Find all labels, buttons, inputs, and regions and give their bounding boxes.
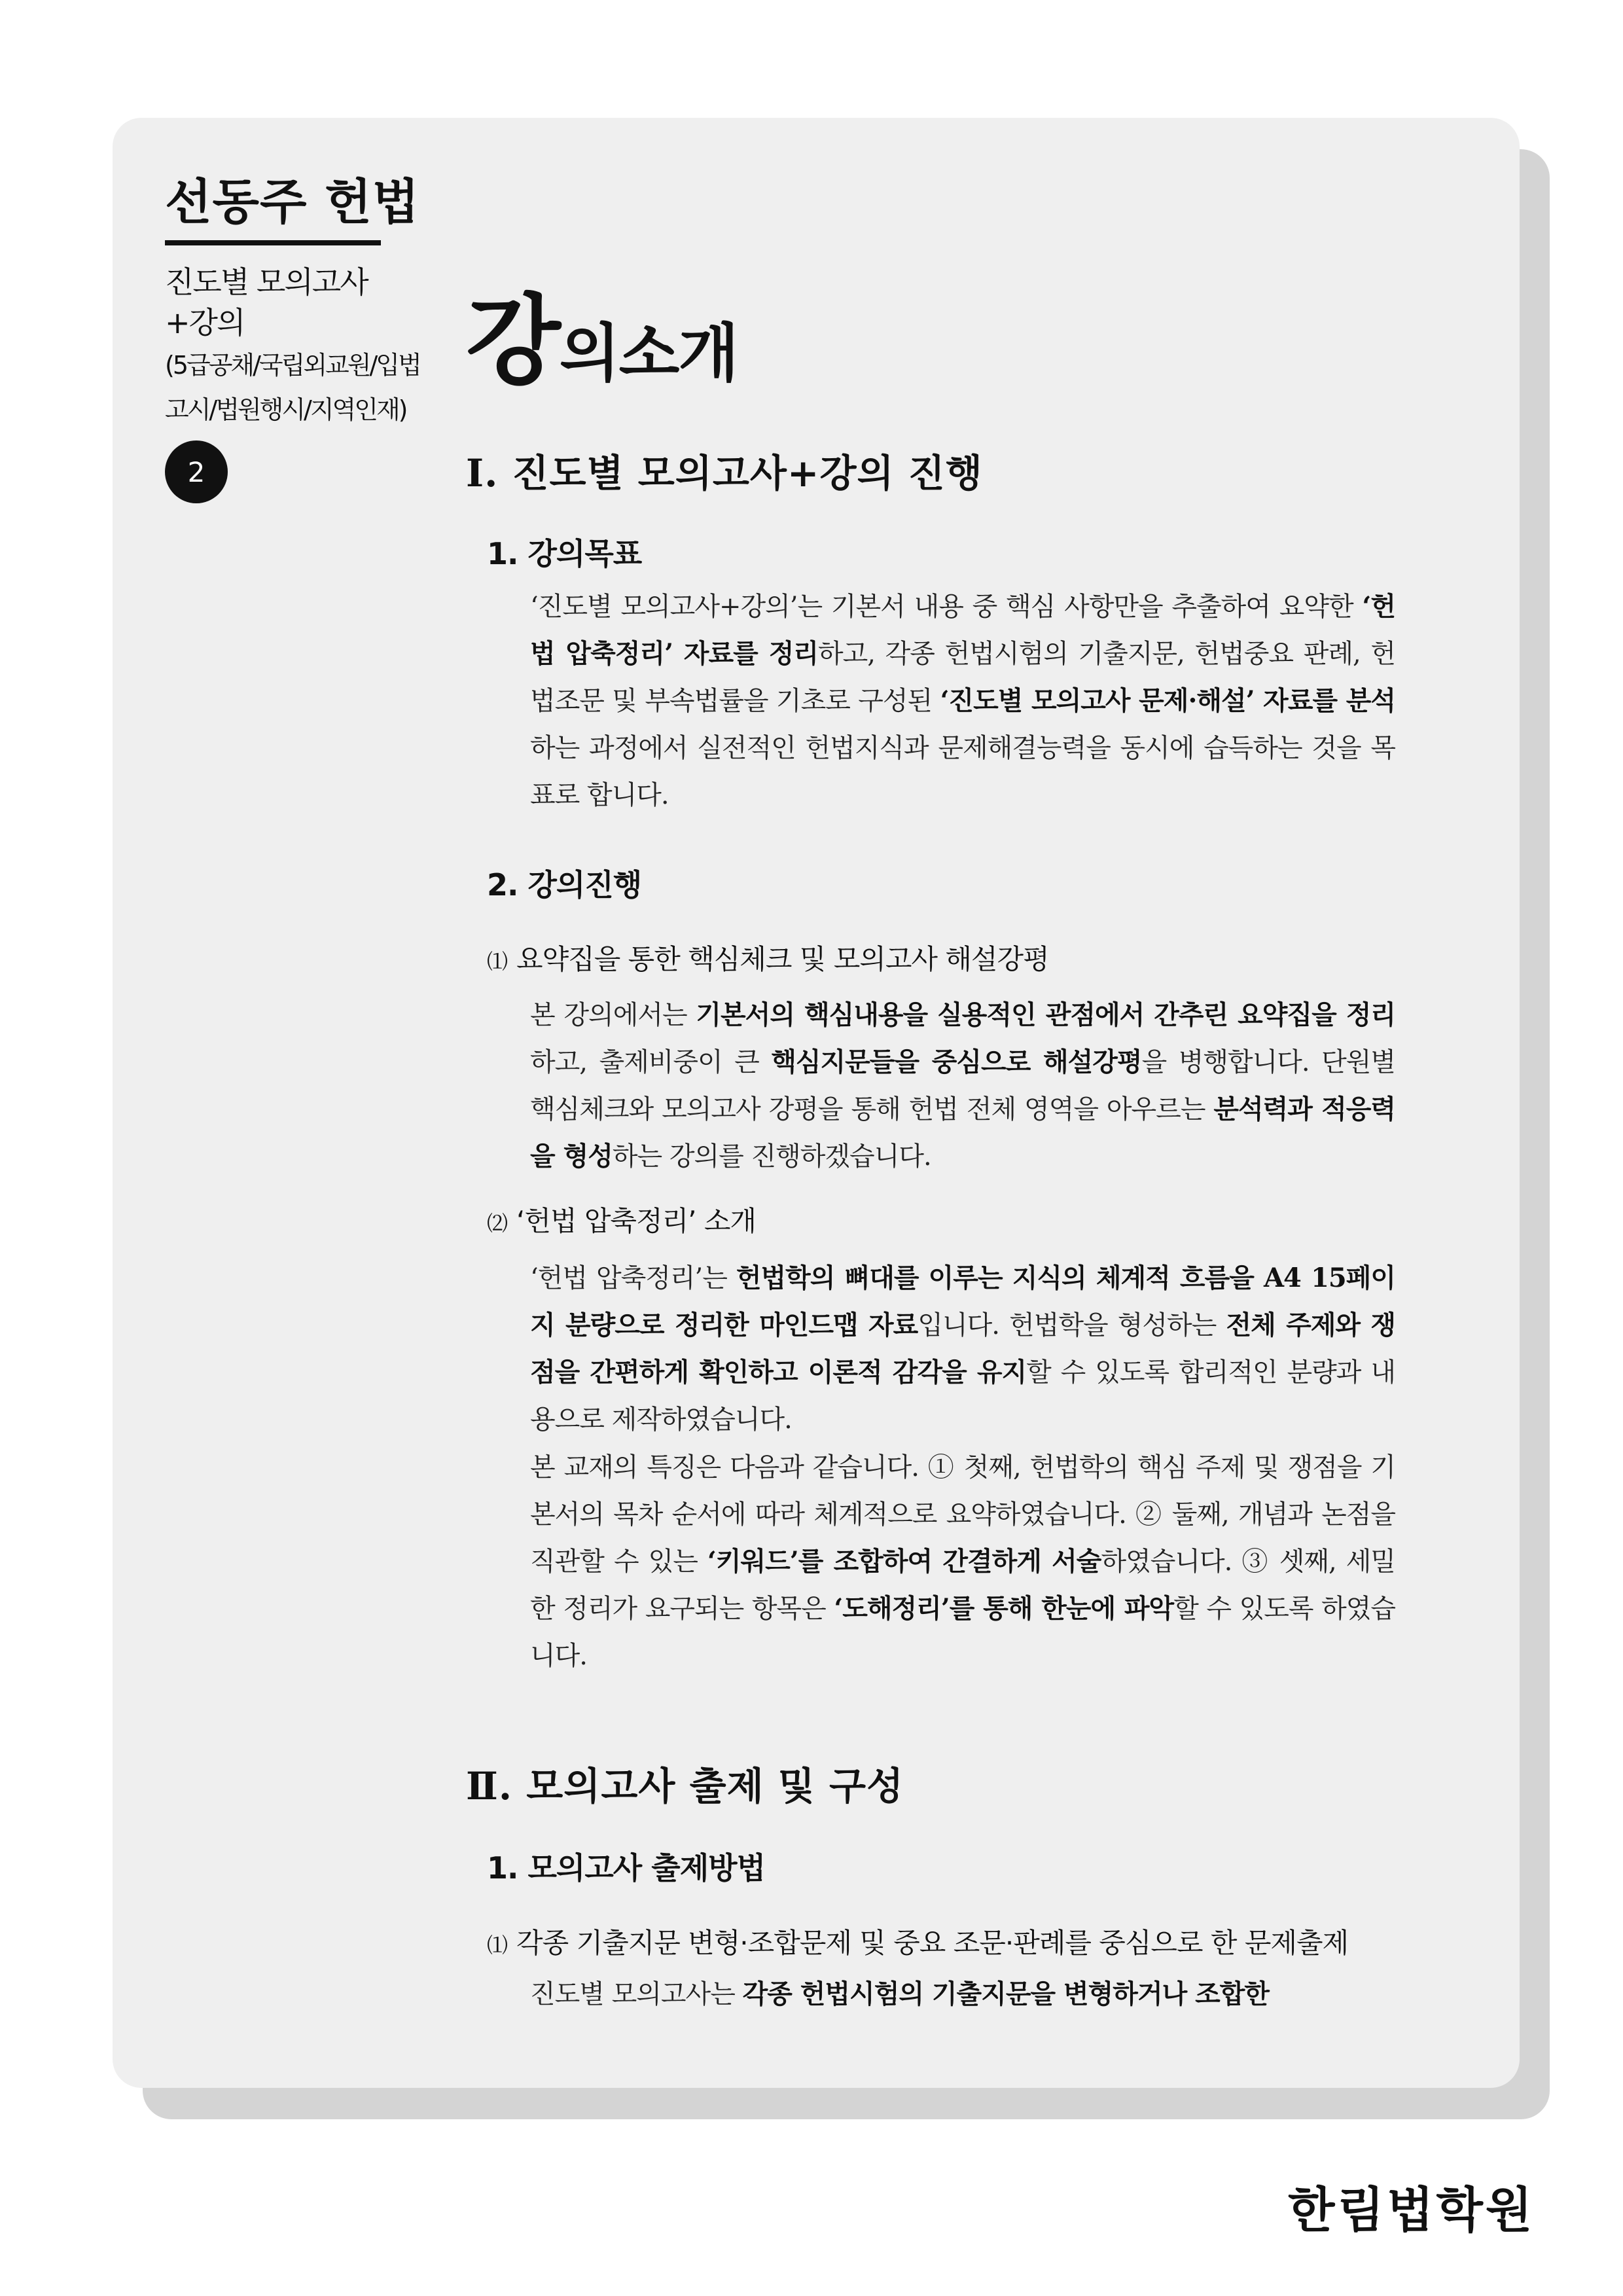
subtitle-line: 진도별 모의고사 xyxy=(165,264,368,300)
page-title-rest: 의소개 xyxy=(559,317,738,390)
subsection-heading: 1. 모의고사 출제방법 xyxy=(487,1850,765,1886)
page-title xyxy=(466,262,738,403)
emphasis-text: 기본서의 핵심내용을 실용적인 관점에서 간추린 요약집을 정리 xyxy=(696,999,1395,1030)
subtitle-line: +강의 xyxy=(165,305,245,340)
body-text: 본 교재의 특징은 다음과 같습니다. ① 첫째, 헌법학의 핵심 주제 및 쟁점을 기본서의 목차 순서에 따라 체계적으로 요약하였습니다. ② 둘째, 개념과 논점을 직관할 수 있는 xyxy=(530,1452,1395,1577)
emphasis-text: 핵심지문들을 중심으로 해설강평 xyxy=(771,1047,1142,1077)
emphasis-text: ‘진도별 모의고사 문제·해설’ 자료를 분석 xyxy=(940,685,1395,716)
body-text: 할 수 있도록 합리적인 분량과 내용으로 제작하였습니다. xyxy=(530,1357,1395,1435)
body-text: ‘헌법 압축정리’는 xyxy=(530,1263,736,1293)
paragraph xyxy=(530,1444,1395,1679)
subtitle-exam-list: (5급공채/국립외교원/입법 xyxy=(165,351,420,380)
academy-logo: 한림법학원 xyxy=(1288,2182,1535,2238)
item-label: 각종 기출지문 변형·조합문제 및 중요 조문·판례를 중심으로 한 문제출제 xyxy=(516,1927,1349,1959)
subsection-heading: 2. 강의진행 xyxy=(487,867,642,903)
item-heading xyxy=(487,1922,1348,1961)
section-heading: Ⅰ. 진도별 모의고사+강의 진행 xyxy=(466,451,983,495)
body-text: 하였습니다. ③ 셋째, 세밀한 정리가 요구되는 항목은 xyxy=(530,1547,1396,1624)
item-heading xyxy=(487,1200,756,1239)
emphasis-text: 분석력과 적응력을 형성 xyxy=(530,1094,1396,1172)
body-text: 하고, 각종 헌법시험의 기출지문, 헌법중요 판례, 헌법조문 및 부속법률을 기초로 구성된 xyxy=(530,639,1396,716)
body-text: 진도별 모의고사는 xyxy=(530,1979,743,2009)
item-number: ⑵ xyxy=(487,1211,508,1236)
body-text: ‘진도별 모의고사+강의’는 기본서 내용 중 핵심 사항만을 추출하여 요약한 xyxy=(530,592,1363,622)
body-text: 하는 과정에서 실전적인 헌법지식과 문제해결능력을 동시에 습득하는 것을 목표로 합니다. xyxy=(530,733,1395,810)
title-underline xyxy=(165,240,381,245)
book-title: 선동주 헌법 xyxy=(165,174,420,230)
body-text: 본 강의에서는 xyxy=(530,1000,696,1030)
body-text: 하고, 출제비중이 큰 xyxy=(530,1047,772,1077)
item-number: ⑴ xyxy=(487,1933,508,1958)
emphasis-text: 전체 주제와 쟁점을 간편하게 확인하고 이론적 감각을 유지 xyxy=(530,1310,1395,1388)
emphasis-text: ‘키워드’를 조합하여 간결하게 서술 xyxy=(707,1546,1101,1577)
emphasis-text: ‘헌법 압축정리’ 자료를 정리 xyxy=(530,591,1395,669)
emphasis-text: 헌법학의 뼈대를 이루는 지식의 체계적 흐름을 A4 15페이지 분량으로 정리한 마인드맵 자료 xyxy=(530,1263,1396,1340)
body-text: 을 병행합니다. 단원별 핵심체크와 모의고사 강평을 통해 헌법 전체 영역을 아우르는 xyxy=(530,1047,1395,1124)
body-text: 입니다. 헌법학을 형성하는 xyxy=(918,1310,1226,1340)
item-heading xyxy=(487,938,1049,977)
item-label: 요약집을 통한 핵심체크 및 모의고사 해설강평 xyxy=(516,943,1049,975)
book-subtitle xyxy=(165,262,446,432)
subsection-heading: 1. 강의목표 xyxy=(487,536,642,571)
paragraph xyxy=(530,583,1395,819)
item-number: ⑴ xyxy=(487,949,508,974)
paragraph xyxy=(530,1255,1395,1443)
emphasis-text: 각종 헌법시험의 기출지문을 변형하거나 조합한 xyxy=(742,1979,1270,2009)
item-label: ‘헌법 압축정리’ 소개 xyxy=(516,1205,756,1237)
page-title-first-char: 강 xyxy=(466,285,560,399)
paragraph xyxy=(530,1971,1395,2018)
body-text: 할 수 있도록 하였습니다. xyxy=(530,1594,1396,1671)
page-number-badge: 2 xyxy=(165,440,228,503)
subtitle-exam-list: 고시/법원행시/지역인재) xyxy=(165,395,406,424)
paragraph xyxy=(530,992,1395,1180)
emphasis-text: ‘도해정리’를 통해 한눈에 파악 xyxy=(834,1593,1174,1624)
body-text: 하는 강의를 진행하겠습니다. xyxy=(612,1141,931,1172)
section-heading: Ⅱ. 모의고사 출제 및 구성 xyxy=(466,1764,904,1808)
